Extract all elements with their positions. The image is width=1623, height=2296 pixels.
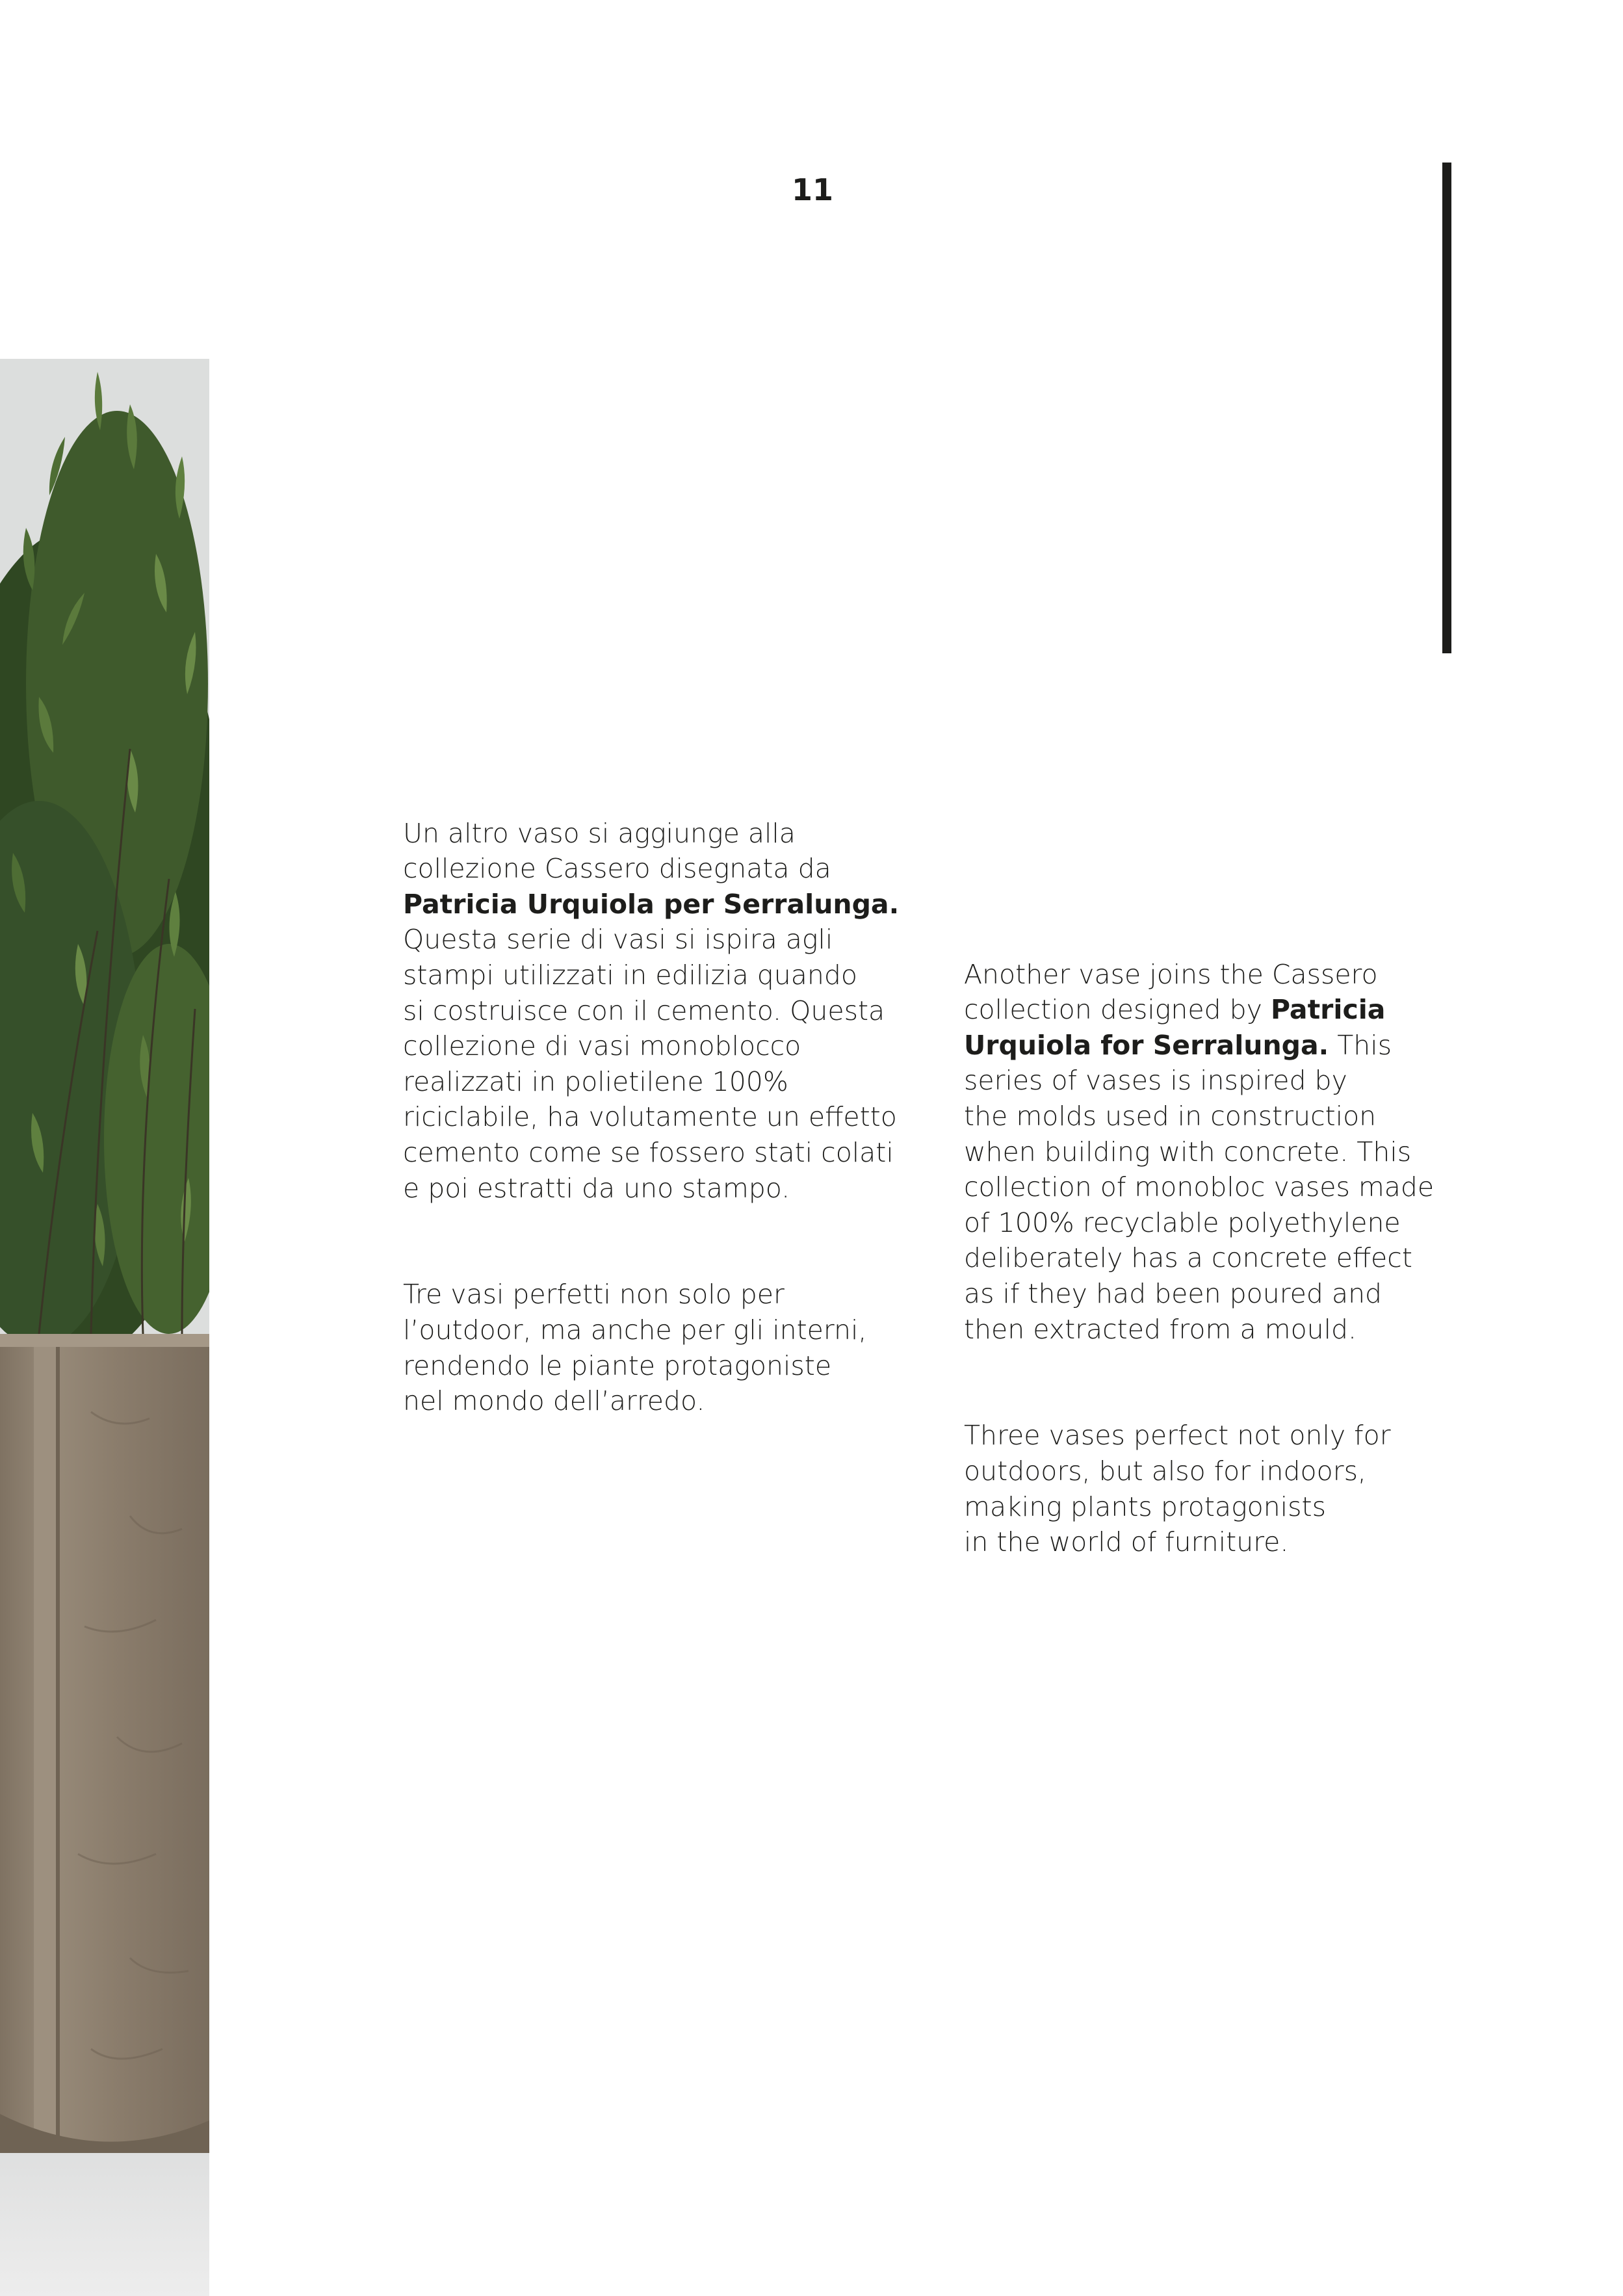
english-paragraph-2: Three vases perfect not only for outdoors, but also for indoors, making plants protagonists in the world of furniture. <box>964 1420 1391 1558</box>
italian-designer-credit: Patricia Urquiola per Serralunga. <box>403 888 900 920</box>
vertical-rule <box>1442 163 1451 653</box>
english-text-column <box>964 921 1471 1595</box>
italian-paragraph-1 <box>403 816 910 1207</box>
italian-description: Questa serie di vasi si ispira agli stampi utilizzati in edilizia quando si costruisce con il cemento. Questa collezione di vasi monoblocco realizzati in polietilene 100% riciclabile, ha volutamente un effetto cemento come se fossero stati colati e poi estratti da uno stampo. <box>403 924 897 1204</box>
plant-in-vase-image <box>0 359 209 2296</box>
english-intro: Another vase joins the Cassero collection designed by <box>964 958 1378 1026</box>
product-photo <box>0 359 209 2296</box>
italian-intro: Un altro vaso si aggiunge alla collezione Cassero disegnata da <box>403 817 831 885</box>
page-number: 11 <box>791 172 833 207</box>
vase <box>0 1334 209 2153</box>
italian-paragraph-2: Tre vasi perfetti non solo per l’outdoor, ma anche per gli interni, rendendo le piante protagoniste nel mondo dell’arredo. <box>403 1279 867 1417</box>
italian-text-column <box>403 780 910 1454</box>
english-designer-credit: Patricia Urquiola for Serralunga. <box>964 994 1386 1061</box>
english-description: This series of vases is inspired by the molds used in construction when building with concrete. This collection of monobloc vases made of 100% recyclable polyethylene deliberately has a concrete effect as if they had been poured and then extracted from a mould. <box>964 1029 1435 1345</box>
english-paragraph-1 <box>964 957 1471 1348</box>
